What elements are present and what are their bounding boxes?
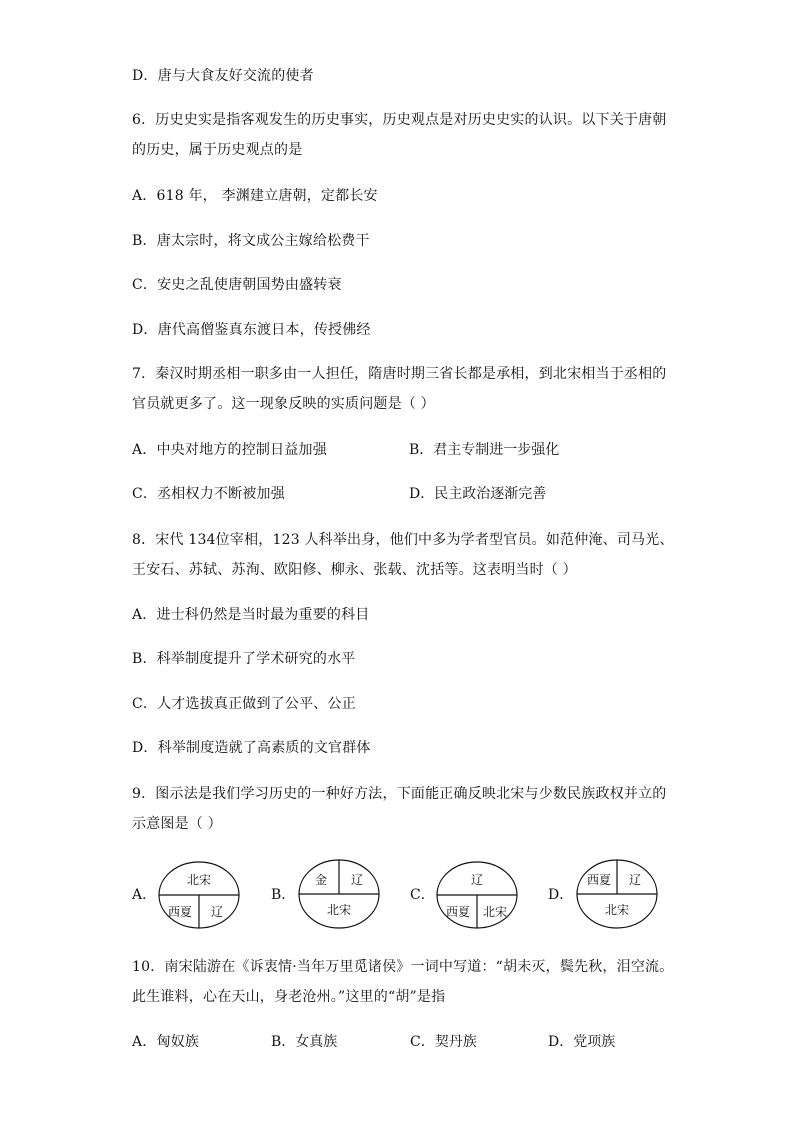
- q9-diagram-c-bottom-left: 西夏: [445, 905, 471, 919]
- q9-diagram-a-bottom-left: 西夏: [167, 905, 193, 919]
- q6-option-c: C．安史之乱使唐朝国势由盛转衰: [132, 277, 342, 293]
- q8-option-b: B．科举制度提升了学术研究的水平: [132, 651, 356, 667]
- q8-option-c: C．人才选拔真正做到了公平、公正: [132, 696, 356, 712]
- q9-diagram-d-bottom: 北宋: [604, 903, 630, 917]
- q9-diagram-b-top-right: 辽: [350, 873, 364, 887]
- q9-diagram-b-top-left: 金: [314, 873, 328, 887]
- q8-option-d: D．科举制度造就了高素质的文官群体: [132, 740, 371, 756]
- q9-diagram-d-top-right: 辽: [628, 873, 642, 887]
- q8-stem-line1: 8．宋代 134位宰相，123 人科举出身，他们中多为学者型官员。如范仲淹、司马光、: [132, 532, 674, 548]
- q9-option-b-label: B．: [271, 887, 296, 903]
- q10-option-a: A．匈奴族: [132, 1034, 200, 1050]
- q9-diagram-b: [297, 858, 381, 930]
- q9-diagram-d-top-left: 西夏: [586, 873, 612, 887]
- q7-option-b: B．君主专制进一步强化: [409, 442, 560, 458]
- q9-diagram-b-bottom: 北宋: [326, 903, 352, 917]
- q10-option-c: C．契丹族: [410, 1034, 477, 1050]
- q9-stem-line2: 示意图是（ ）: [132, 816, 222, 832]
- q9-diagram-a: [157, 860, 241, 930]
- q9-option-c-label: C．: [410, 887, 435, 903]
- q6-option-b: B．唐太宗时，将文成公主嫁给松费干: [132, 233, 370, 249]
- q10-stem-line2: 此生谁料，心在天山，身老沧州。”这里的“胡”是指: [132, 989, 446, 1005]
- q9-option-d-label: D．: [548, 887, 574, 903]
- q9-diagram-c-top: 辽: [470, 873, 484, 887]
- q9-option-a-label: A．: [132, 887, 157, 903]
- q9-diagram-c-bottom-right: 北宋: [482, 905, 508, 919]
- q10-stem-line1: 10．南宋陆游在《诉衷情·当年万里觅诸侯》一词中写道：“胡未灭，鬓先秋，泪空流。: [132, 959, 674, 975]
- q5-option-d: D．唐与大食友好交流的使者: [132, 68, 314, 84]
- q7-option-a: A．中央对地方的控制日益加强: [132, 442, 327, 458]
- q9-diagram-a-top: 北宋: [186, 873, 212, 887]
- q10-option-b: B．女真族: [271, 1034, 338, 1050]
- q9-stem-line1: 9．图示法是我们学习历史的一种好方法，下面能正确反映北宋与少数民族政权并立的: [132, 786, 667, 802]
- q6-option-a: A．618 年， 李渊建立唐朝，定都长安: [132, 188, 378, 204]
- q6-option-d: D．唐代高僧鉴真东渡日本，传授佛经: [132, 322, 371, 338]
- q6-stem-line2: 的历史，属于历史观点的是: [132, 142, 303, 158]
- q7-option-c: C．丞相权力不断被加强: [132, 486, 285, 502]
- q10-option-d: D．党项族: [548, 1034, 616, 1050]
- q6-stem-line1: 6．历史史实是指客观发生的历史事实，历史观点是对历史史实的认识。以下关于唐朝: [132, 112, 667, 128]
- q8-option-a: A．进士科仍然是当时最为重要的科目: [132, 607, 370, 623]
- q7-option-d: D．民主政治逐渐完善: [409, 486, 547, 502]
- q8-stem-line2: 王安石、苏轼、苏洵、欧阳修、柳永、张载、沈括等。这表明当时（ ）: [132, 562, 577, 578]
- q9-diagram-a-bottom-right: 辽: [210, 905, 224, 919]
- q9-diagram-c: [435, 860, 519, 930]
- q9-diagram-d: [575, 858, 659, 930]
- q7-stem-line1: 7．秦汉时期丞相一职多由一人担任，隋唐时期三省长都是承相，到北宋相当于丞相的: [132, 366, 667, 382]
- q7-stem-line2: 官员就更多了。这一现象反映的实质问题是（ ）: [132, 396, 435, 412]
